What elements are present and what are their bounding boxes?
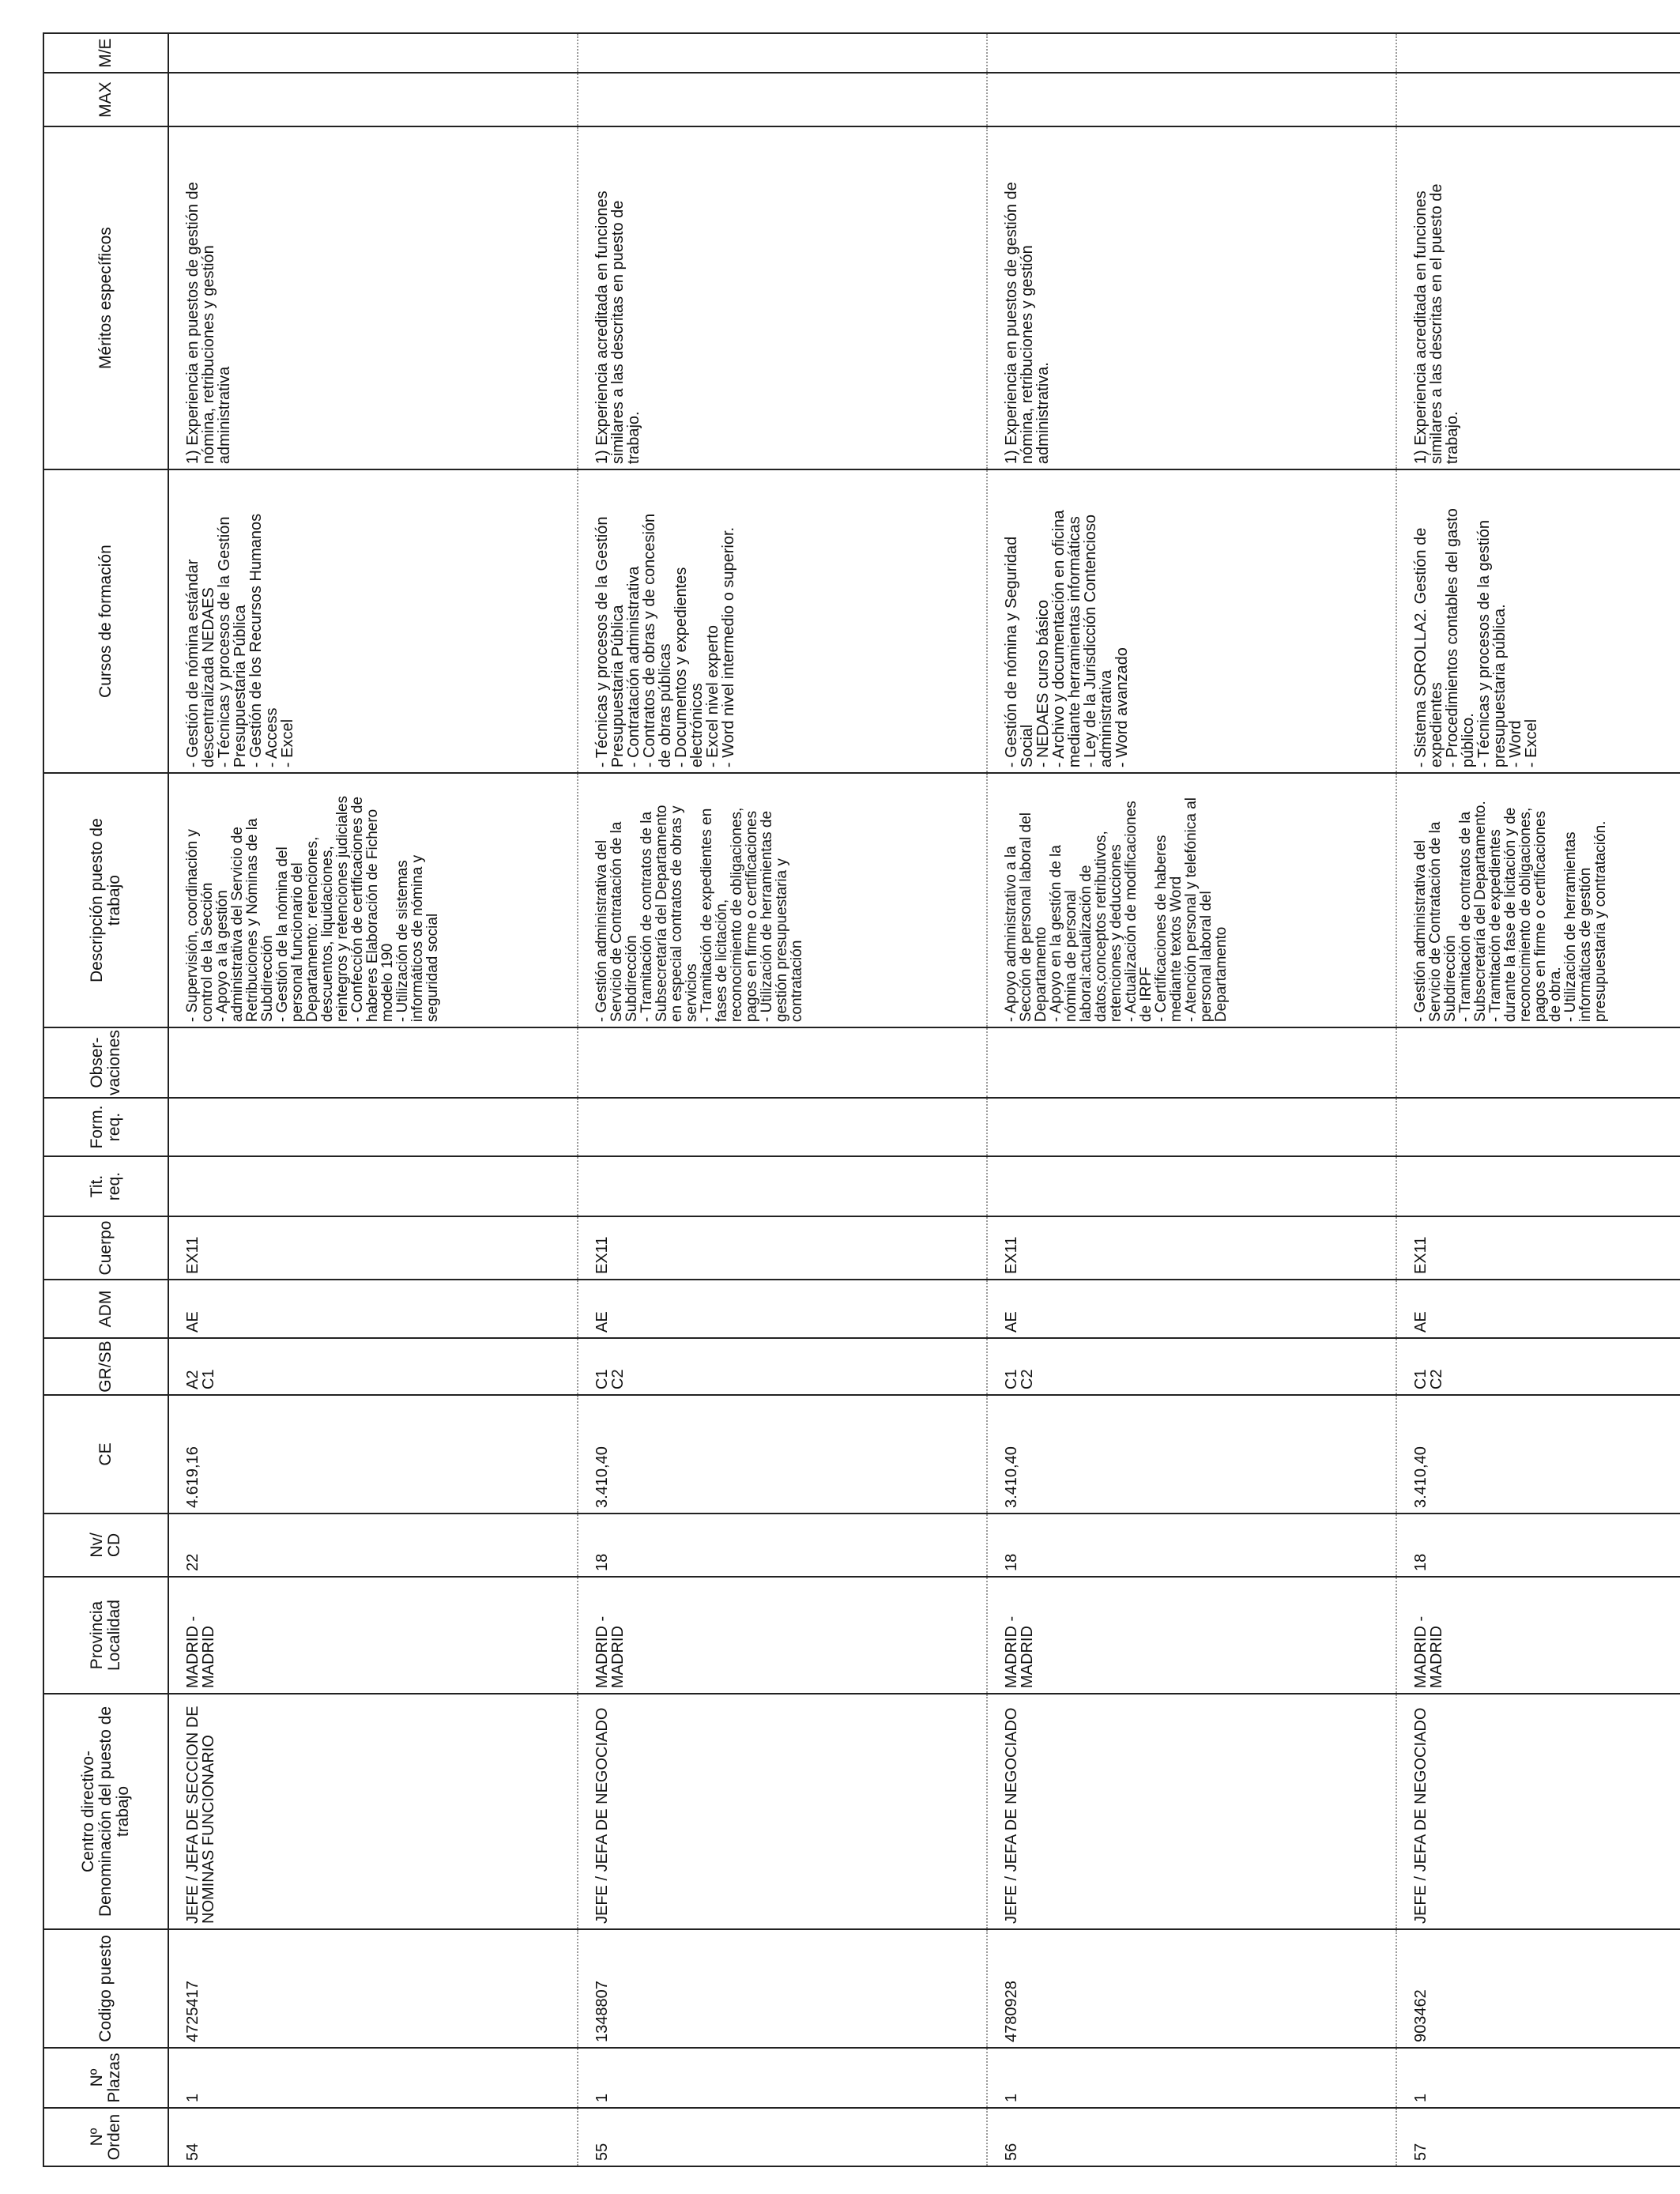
cell-grupo: C1 C2: [987, 1338, 1396, 1395]
cell-provincia: MADRID - MADRID: [578, 1577, 987, 1694]
cell-nivel: 22: [168, 1514, 578, 1577]
cell-titulacion: [578, 1156, 987, 1216]
header-max: MAX: [43, 73, 168, 126]
header-plazas: Nº Plazas: [43, 2048, 168, 2108]
header-observaciones: Obser- vaciones: [43, 1027, 168, 1098]
table-row: [168, 33, 578, 2166]
cell-observaciones: [578, 1027, 987, 1098]
header-me: M/E: [43, 33, 168, 73]
cell-titulacion: [168, 1156, 578, 1216]
cell-nivel: 18: [1396, 1514, 1680, 1577]
header-adm: ADM: [43, 1280, 168, 1338]
cell-cursos: - Sistema SOROLLA2. Gestión de expedientes - Procedimientos contables del gasto público. - Técnicas y procesos de la gestión presupuestaria pública. - Word - Excel: [1396, 469, 1680, 773]
cell-max: [987, 73, 1396, 126]
cell-cuerpo: EX11: [168, 1216, 578, 1280]
header-orden: Nº Orden: [43, 2108, 168, 2166]
cell-ce: 3.410,40: [987, 1395, 1396, 1514]
cell-descripcion: - Gestión administrativa del Servicio de Contratación de la Subdirección - Tramitación de contratos de la Subsecretaría del Departamento en especial contratos de obras y servicios - Tramitación de expedientes en fases de licitación, reconocimiento de obligaciones, pagos en firme o certificaciones - Utilización de herramientas de gestión presupuestaria y contratación: [578, 773, 987, 1027]
cell-centro: JEFE / JEFA DE SECCION DE NOMINAS FUNCIONARIO: [168, 1694, 578, 1929]
cell-grupo: C1 C2: [1396, 1338, 1680, 1395]
cell-meritos: 1) Experiencia en puestos de gestión de nómina, retribuciones y gestión administrativa.: [987, 126, 1396, 469]
cell-me: [1396, 33, 1680, 73]
cell-adm: AE: [168, 1280, 578, 1338]
cell-ce: 3.410,40: [578, 1395, 987, 1514]
cell-cuerpo: EX11: [987, 1216, 1396, 1280]
cell-meritos: 1) Experiencia acreditada en funciones similares a las descritas en puesto de trabajo.: [578, 126, 987, 469]
cell-adm: AE: [987, 1280, 1396, 1338]
cell-ce: 4.619,16: [168, 1395, 578, 1514]
header-row: [43, 33, 168, 2166]
cell-formacion: [987, 1098, 1396, 1156]
cell-max: [168, 73, 578, 126]
cell-descripcion: - Gestión administrativa del Servicio de Contratación de la Subdirección - Tramitación de contratos de la Subsecretaría del Departamento. - Tramitación de expedientes durante la fase de licitación y de reconocimiento de obligaciones, pagos en firme o certificaciones de obra. - Utilización de herramientas informáticas de gestión presupuestaria y contratación.: [1396, 773, 1680, 1027]
cell-codigo: 4725417: [168, 1929, 578, 2048]
cell-codigo: 903462: [1396, 1929, 1680, 2048]
cell-cuerpo: EX11: [1396, 1216, 1680, 1280]
table-row: [578, 33, 987, 2166]
cell-cursos: - Gestión de nómina estándar descentralizada NEDAES - Técnicas y procesos de la Gestión Presupuestaria Pública - Gestión de los Recursos Humanos - Access - Excel: [168, 469, 578, 773]
table-row: [987, 33, 1396, 2166]
cell-titulacion: [1396, 1156, 1680, 1216]
cell-adm: AE: [578, 1280, 987, 1338]
cell-observaciones: [987, 1027, 1396, 1098]
cell-codigo: 4780928: [987, 1929, 1396, 2048]
cell-meritos: 1) Experiencia acreditada en funciones similares a las descritas en el puesto de trabajo.: [1396, 126, 1680, 469]
cell-grupo: C1 C2: [578, 1338, 987, 1395]
cell-formacion: [578, 1098, 987, 1156]
header-nivel: Nv/ CD: [43, 1514, 168, 1577]
header-cursos: Cursos de formación: [43, 469, 168, 773]
cell-plazas: 1: [987, 2048, 1396, 2108]
cell-nivel: 18: [987, 1514, 1396, 1577]
header-formacion: Form. req.: [43, 1098, 168, 1156]
cell-cursos: - Gestión de nómina y Seguridad Social - NEDAES curso básico - Archivo y documentación en oficina mediante herramientas informáticas - Ley de la Jurisdicción Contencioso administrativa - Word avanzado: [987, 469, 1396, 773]
header-provincia: Provincia Localidad: [43, 1577, 168, 1694]
cell-plazas: 1: [578, 2048, 987, 2108]
cell-centro: JEFE / JEFA DE NEGOCIADO: [1396, 1694, 1680, 1929]
table-row: [1396, 33, 1680, 2166]
cell-centro: JEFE / JEFA DE NEGOCIADO: [578, 1694, 987, 1929]
cell-centro: JEFE / JEFA DE NEGOCIADO: [987, 1694, 1396, 1929]
cell-descripcion: - Supervisión, coordinación y control de la Sección - Apoyo a la gestión administrativa del Servicio de Retribuciones y Nóminas de la Subdirección - Gestión de la nómina del personal funcionario del Departamento: retenciones, descuentos, liquidaciones, reintegros y retenciones judiciales - Confección de certificaciones de haberes Elaboración de Fichero modelo 190 - Utilización de sistemas informáticos de nómina y seguridad social: [168, 773, 578, 1027]
cell-titulacion: [987, 1156, 1396, 1216]
header-codigo: Codigo puesto: [43, 1929, 168, 2048]
header-grupo: GR/SB: [43, 1338, 168, 1395]
cell-orden: 54: [168, 2108, 578, 2166]
cell-orden: 55: [578, 2108, 987, 2166]
header-descripcion: Descripción puesto de trabajo: [43, 773, 168, 1027]
cell-meritos: 1) Experiencia en puestos de gestión de nómina, retribuciones y gestión administrativa: [168, 126, 578, 469]
header-ce: CE: [43, 1395, 168, 1514]
cell-observaciones: [168, 1027, 578, 1098]
cell-ce: 3.410,40: [1396, 1395, 1680, 1514]
header-meritos: Méritos específicos: [43, 126, 168, 469]
cell-descripcion: - Apoyo administrativo a la Sección de personal laboral del Departamento - Apoyo en la gestión de la nómina de personal laboral:actualización de datos,conceptos retributivos, retenciones y deducciones - Actualización de modificaciones de IRPF - Certificaciones de haberes mediante textos Word - Atención personal y telefónica al personal laboral del Departamento: [987, 773, 1396, 1027]
cell-formacion: [168, 1098, 578, 1156]
cell-cuerpo: EX11: [578, 1216, 987, 1280]
job-positions-table: [43, 32, 1680, 2167]
cell-grupo: A2 C1: [168, 1338, 578, 1395]
cell-orden: 57: [1396, 2108, 1680, 2166]
cell-me: [987, 33, 1396, 73]
cell-cursos: - Técnicas y procesos de la Gestión Presupuestaria Pública - Contratación administrativa - Contratos de obras y de concesión de obras públicas - Documentos y expedientes electrónicos - Excel nivel experto - Word nivel intermedio o superior.: [578, 469, 987, 773]
cell-plazas: 1: [1396, 2048, 1680, 2108]
cell-provincia: MADRID - MADRID: [987, 1577, 1396, 1694]
cell-max: [1396, 73, 1680, 126]
header-centro: Centro directivo- Denominación del puesto de trabajo: [43, 1694, 168, 1929]
cell-me: [578, 33, 987, 73]
header-titulacion: Tit. req.: [43, 1156, 168, 1216]
cell-observaciones: [1396, 1027, 1680, 1098]
cell-provincia: MADRID - MADRID: [168, 1577, 578, 1694]
cell-orden: 56: [987, 2108, 1396, 2166]
cell-provincia: MADRID - MADRID: [1396, 1577, 1680, 1694]
header-cuerpo: Cuerpo: [43, 1216, 168, 1280]
cell-formacion: [1396, 1098, 1680, 1156]
cell-nivel: 18: [578, 1514, 987, 1577]
cell-me: [168, 33, 578, 73]
cell-adm: AE: [1396, 1280, 1680, 1338]
cell-plazas: 1: [168, 2048, 578, 2108]
cell-codigo: 1348807: [578, 1929, 987, 2048]
cell-max: [578, 73, 987, 126]
